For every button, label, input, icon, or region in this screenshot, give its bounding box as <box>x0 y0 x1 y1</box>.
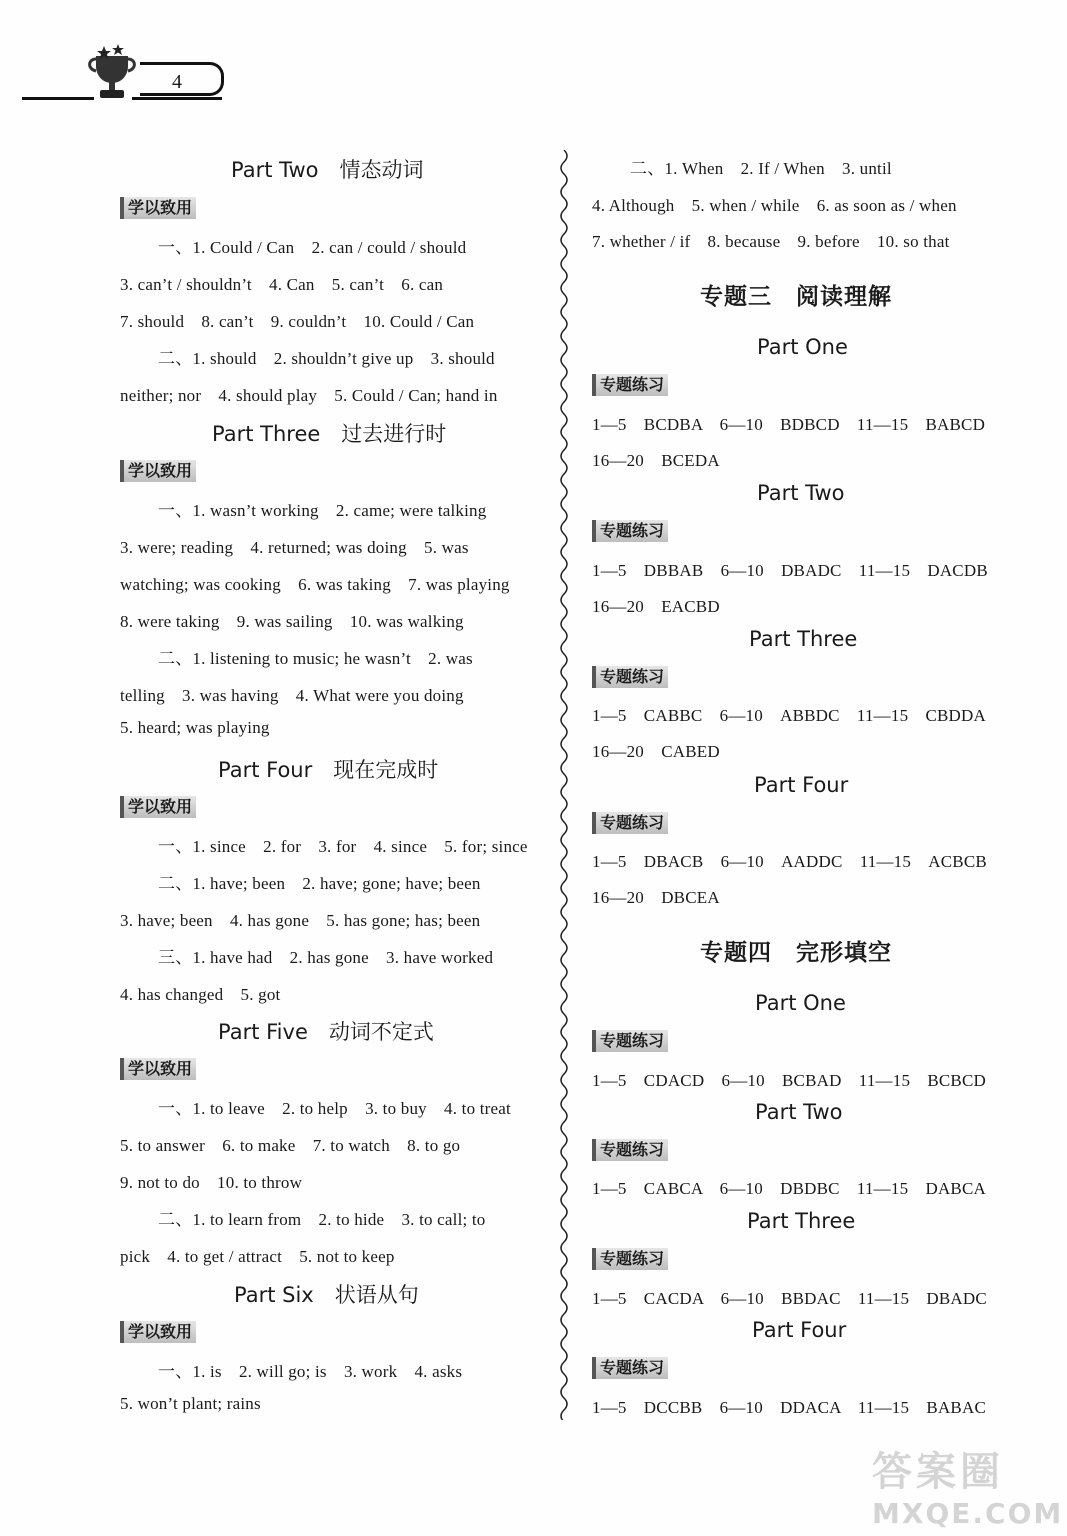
answer-line: 二、1. When 2. If / When 3. until <box>630 159 892 178</box>
answer-line: neither; nor 4. should play 5. Could / Can; hand in <box>120 386 498 405</box>
answer-line: 7. whether / if 8. because 9. before 10. so that <box>592 232 950 251</box>
answer-line: 1—5 DBACB 6—10 AADDC 11—15 ACBCB <box>592 852 987 871</box>
part-title: Part Three <box>747 1209 856 1233</box>
section-label: 学以致用 <box>120 1058 196 1080</box>
answer-line: 1—5 CABBC 6—10 ABBDC 11—15 CBDDA <box>592 706 986 725</box>
part-title: Part Four <box>752 1318 847 1342</box>
answer-line: 9. not to do 10. to throw <box>120 1173 303 1192</box>
section-title: Part Two 情态动词 <box>231 158 424 182</box>
answer-line: 1—5 CDACD 6—10 BCBAD 11—15 BCBCD <box>592 1071 986 1090</box>
answer-line: 一、1. wasn’t working 2. came; were talking <box>158 501 487 520</box>
answer-line: 5. heard; was playing <box>120 718 270 737</box>
section-title: Part Six 状语从句 <box>234 1283 419 1307</box>
section-label: 学以致用 <box>120 1321 196 1343</box>
answer-line: 三、1. have had 2. has gone 3. have worked <box>158 948 494 967</box>
answer-line: 4. has changed 5. got <box>120 985 281 1004</box>
part-title: Part Two <box>757 481 845 505</box>
watermark-url: MXQE.COM <box>872 1497 1064 1530</box>
answer-line: telling 3. was having 4. What were you doing <box>120 686 464 705</box>
part-title: Part Four <box>754 773 849 797</box>
answer-line: 3. were; reading 4. returned; was doing 5. was <box>120 538 469 557</box>
answer-line: 5. to answer 6. to make 7. to watch 8. to go <box>120 1136 461 1155</box>
page-number: 4 <box>140 62 224 96</box>
trophy-icon <box>84 44 140 104</box>
answer-line: 7. should 8. can’t 9. couldn’t 10. Could / Can <box>120 312 475 331</box>
answer-line: 一、1. since 2. for 3. for 4. since 5. for; since <box>158 837 528 856</box>
answer-line: 一、1. is 2. will go; is 3. work 4. asks <box>158 1362 463 1381</box>
answer-line: 4. Although 5. when / while 6. as soon as / when <box>592 196 957 215</box>
answer-line: 3. have; been 4. has gone 5. has gone; has; been <box>120 911 481 930</box>
watermark <box>872 1440 1062 1530</box>
section-label: 学以致用 <box>120 197 196 219</box>
answer-line: 二、1. should 2. shouldn’t give up 3. should <box>158 349 495 368</box>
answer-line: 16—20 BCEDA <box>592 451 720 470</box>
answer-line: 1—5 CABCA 6—10 DBDBC 11—15 DABCA <box>592 1179 986 1198</box>
section-label: 学以致用 <box>120 796 196 818</box>
part-title: Part Three <box>749 627 858 651</box>
section-label: 专题练习 <box>592 1030 668 1052</box>
section-label: 专题练习 <box>592 812 668 834</box>
answer-line: pick 4. to get / attract 5. not to keep <box>120 1247 395 1266</box>
section-label: 专题练习 <box>592 1248 668 1270</box>
answer-line: 5. won’t plant; rains <box>120 1394 261 1413</box>
answer-line: 16—20 DBCEA <box>592 888 720 907</box>
section-title: Part Five 动词不定式 <box>218 1020 434 1044</box>
answer-line: 1—5 DCCBB 6—10 DDACA 11—15 BABAC <box>592 1398 986 1417</box>
answer-line: 8. were taking 9. was sailing 10. was walking <box>120 612 464 631</box>
section-label: 专题练习 <box>592 520 668 542</box>
part-title: Part One <box>757 335 848 359</box>
answer-line: 一、1. to leave 2. to help 3. to buy 4. to treat <box>158 1099 511 1118</box>
answer-line: watching; was cooking 6. was taking 7. was playing <box>120 575 510 594</box>
answer-line: 二、1. have; been 2. have; gone; have; been <box>158 874 481 893</box>
watermark-logo-text: 答案圈 <box>872 1449 1004 1495</box>
section-label: 学以致用 <box>120 460 196 482</box>
answer-line: 二、1. listening to music; he wasn’t 2. was <box>158 649 473 668</box>
section-title: Part Three 过去进行时 <box>212 422 447 446</box>
part-title: Part Two <box>755 1100 843 1124</box>
topic-title: 专题四 完形填空 <box>700 940 892 966</box>
answer-line: 16—20 CABED <box>592 742 720 761</box>
answer-line: 16—20 EACBD <box>592 597 720 616</box>
answer-line: 3. can’t / shouldn’t 4. Can 5. can’t 6. can <box>120 275 444 294</box>
answer-line: 1—5 DBBAB 6—10 DBADC 11—15 DACDB <box>592 561 988 580</box>
part-title: Part One <box>755 991 846 1015</box>
section-label: 专题练习 <box>592 666 668 688</box>
column-divider <box>556 150 572 1420</box>
section-title: Part Four 现在完成时 <box>218 758 439 782</box>
answer-line: 1—5 BCDBA 6—10 BDBCD 11—15 BABCD <box>592 415 986 434</box>
answer-line: 二、1. to learn from 2. to hide 3. to call; to <box>158 1210 486 1229</box>
section-label: 专题练习 <box>592 374 668 396</box>
topic-title: 专题三 阅读理解 <box>700 284 892 310</box>
answer-line: 1—5 CACDA 6—10 BBDAC 11—15 DBADC <box>592 1289 987 1308</box>
section-label: 专题练习 <box>592 1357 668 1379</box>
section-label: 专题练习 <box>592 1139 668 1161</box>
answer-line: 一、1. Could / Can 2. can / could / should <box>158 238 467 257</box>
